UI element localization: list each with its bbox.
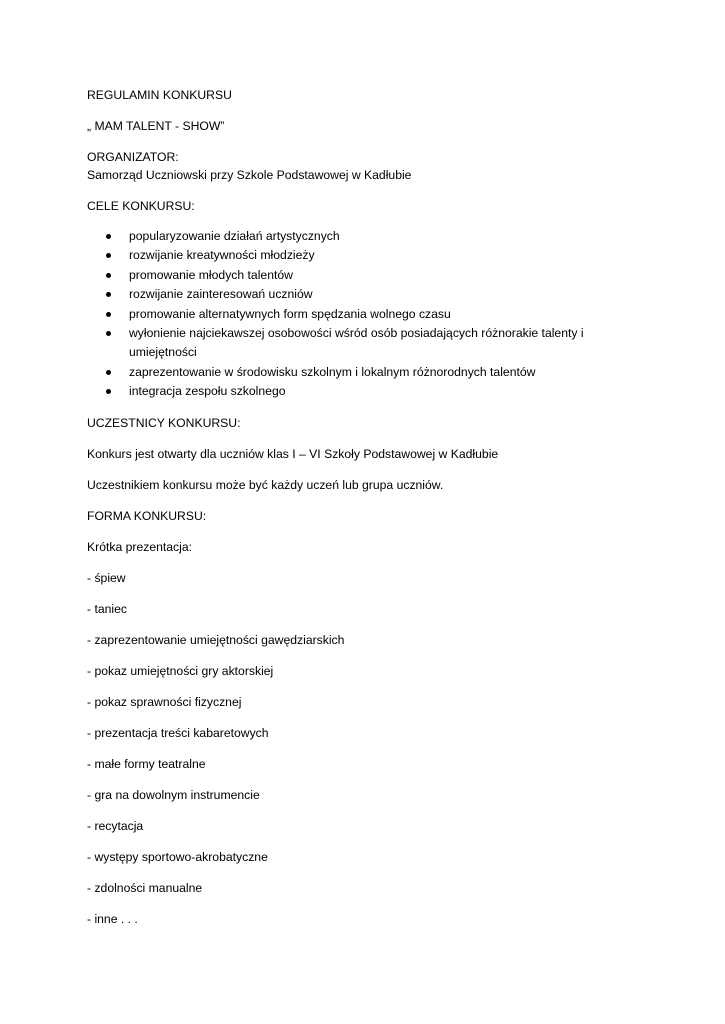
form-intro: Krótka prezentacja:	[87, 539, 193, 554]
list-item: promowanie młodych talentów	[87, 266, 647, 285]
participants-heading: UCZESTNICY KONKURSU:	[87, 415, 241, 430]
participants-note: Uczestnikiem konkursu może być każdy uczeń lub grupa uczniów.	[87, 477, 444, 492]
list-item: integracja zespołu szkolnego	[87, 382, 647, 401]
list-item: - taniec	[87, 601, 127, 616]
list-item: - prezentacja treści kabaretowych	[87, 725, 269, 740]
list-item: promowanie alternatywnych form spędzania wolnego czasu	[87, 305, 647, 324]
bullet-icon	[106, 292, 111, 297]
bullet-icon	[106, 389, 111, 394]
list-item: - występy sportowo-akrobatyczne	[87, 849, 268, 864]
list-item: zaprezentowanie w środowisku szkolnym i lokalnym różnorodnych talentów	[87, 363, 647, 382]
list-item: - małe formy teatralne	[87, 756, 206, 771]
list-item: - gra na dowolnym instrumencie	[87, 787, 260, 802]
form-heading: FORMA KONKURSU:	[87, 508, 207, 523]
list-item: - recytacja	[87, 818, 144, 833]
contest-name: „ MAM TALENT - SHOW”	[87, 119, 225, 133]
bullet-icon	[106, 253, 111, 258]
bullet-icon	[106, 331, 111, 336]
bullet-icon	[106, 273, 111, 278]
form-list	[87, 569, 647, 928]
list-item: rozwijanie kreatywności młodzieży	[87, 246, 647, 265]
list-item: popularyzowanie działań artystycznych	[87, 227, 647, 246]
goals-list	[87, 227, 647, 402]
list-item: - zdolności manualne	[87, 880, 203, 895]
document-title: REGULAMIN KONKURSU	[87, 88, 232, 102]
goals-heading: CELE KONKURSU:	[87, 199, 195, 213]
list-item: wyłonienie najciekawszej osobowości wśród osób posiadających różnorakie talenty i umiejętności	[87, 324, 647, 363]
organizer-section	[87, 148, 647, 184]
list-item: - pokaz umiejętności gry aktorskiej	[87, 663, 274, 678]
list-item: - pokaz sprawności fizycznej	[87, 694, 242, 709]
organizer-heading: ORGANIZATOR:	[87, 150, 179, 164]
list-item: - inne . . .	[87, 911, 138, 926]
participants-eligibility: Konkurs jest otwarty dla uczniów klas I – VI Szkoły Podstawowej w Kadłubie	[87, 446, 499, 461]
bullet-icon	[106, 370, 111, 375]
document-page	[87, 86, 647, 941]
bullet-icon	[106, 312, 111, 317]
bullet-icon	[106, 234, 111, 239]
list-item: rozwijanie zainteresowań uczniów	[87, 285, 647, 304]
list-item: - zaprezentowanie umiejętności gawędziarskich	[87, 632, 345, 647]
organizer-text: Samorząd Uczniowski przy Szkole Podstawowej w Kadłubie	[87, 168, 412, 182]
list-item: - śpiew	[87, 570, 126, 585]
